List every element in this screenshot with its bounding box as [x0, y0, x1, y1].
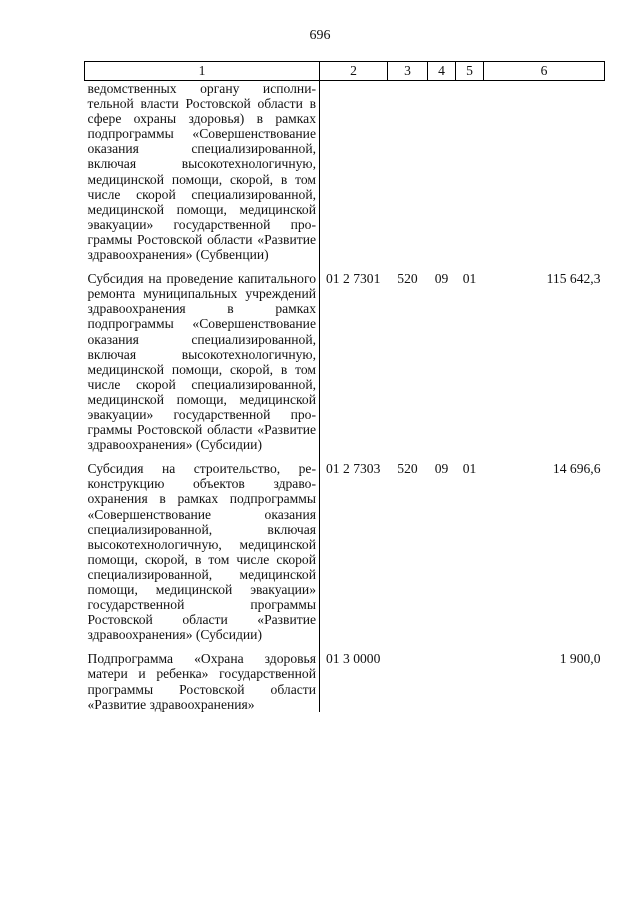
header-row [85, 62, 605, 81]
row-code [320, 81, 388, 263]
column-header-1: 1 [85, 62, 320, 81]
row-code: 01 2 7301 [326, 271, 381, 287]
column-header-2: 2 [320, 62, 388, 81]
table-row [85, 81, 605, 263]
row-pr [456, 81, 484, 263]
table-row [85, 461, 605, 642]
row-vr [388, 81, 428, 263]
row-description: Субсидия на строительство, реконструкцию объектов здравоохранения в рамках подпрограммы «Совершенствование оказания специализированной, включая высокотехнологичную, медицинской помощи, скорой, в том числе скорой специализированной, медицинской помощи, медицинской эвакуации» государственной программы Ростовской области «Развитие здравоохранения» (Субсидии) [85, 461, 320, 642]
row-description: Подпрограмма «Охрана здоровья матери и ребенка» государственной программы Ростовской области «Развитие здравоохранения» [85, 651, 320, 711]
row-rz: 09 [434, 461, 449, 477]
table-row [85, 271, 605, 452]
row-rz [428, 651, 456, 711]
row-description: Субсидия на проведение капитального ремонта муниципальных учреждений здравоохранения в рамках подпрограммы «Совершенствование оказания специализированной, включая высокотехнологичную, медицинской помощи, скорой, в том числе скорой специализированной, медицинской помощи, медицинской эвакуации» государственной программы Ростовской области «Развитие здравоохранения» (Субсидии) [85, 271, 320, 452]
row-pr: 01 [462, 271, 477, 287]
row-vr [388, 651, 428, 711]
row-code: 01 2 7303 [326, 461, 381, 477]
row-amount: 14 696,6 [552, 461, 601, 477]
row-rz [428, 81, 456, 263]
row-pr: 01 [462, 461, 477, 477]
page-number: 696 [309, 28, 331, 43]
column-header-4: 4 [428, 62, 456, 81]
row-vr: 520 [397, 461, 418, 477]
row-amount [484, 81, 605, 263]
row-spacer [85, 642, 605, 651]
row-spacer [85, 262, 605, 271]
column-header-6: 6 [484, 62, 605, 81]
row-vr: 520 [397, 271, 418, 287]
row-code: 01 3 0000 [326, 651, 381, 667]
row-amount: 1 900,0 [559, 651, 601, 667]
column-header-5: 5 [456, 62, 484, 81]
table-row [85, 651, 605, 711]
row-rz: 09 [434, 271, 449, 287]
column-header-3: 3 [388, 62, 428, 81]
row-pr [456, 651, 484, 711]
row-spacer [85, 452, 605, 461]
row-description: ведомственных органу исполнительной власти Ростовской области в сфере охраны здоровья) в рамках подпрограммы «Совершенствование оказания специализированной, включая высокотехнологичную, медицинской помощи, скорой, в том числе скорой специализированной, медицинской помощи, медицинской эвакуации» государственной программы Ростовской области «Развитие здравоохранения» (Субвенции) [85, 81, 320, 263]
row-amount: 115 642,3 [546, 271, 601, 287]
budget-table [84, 61, 605, 712]
